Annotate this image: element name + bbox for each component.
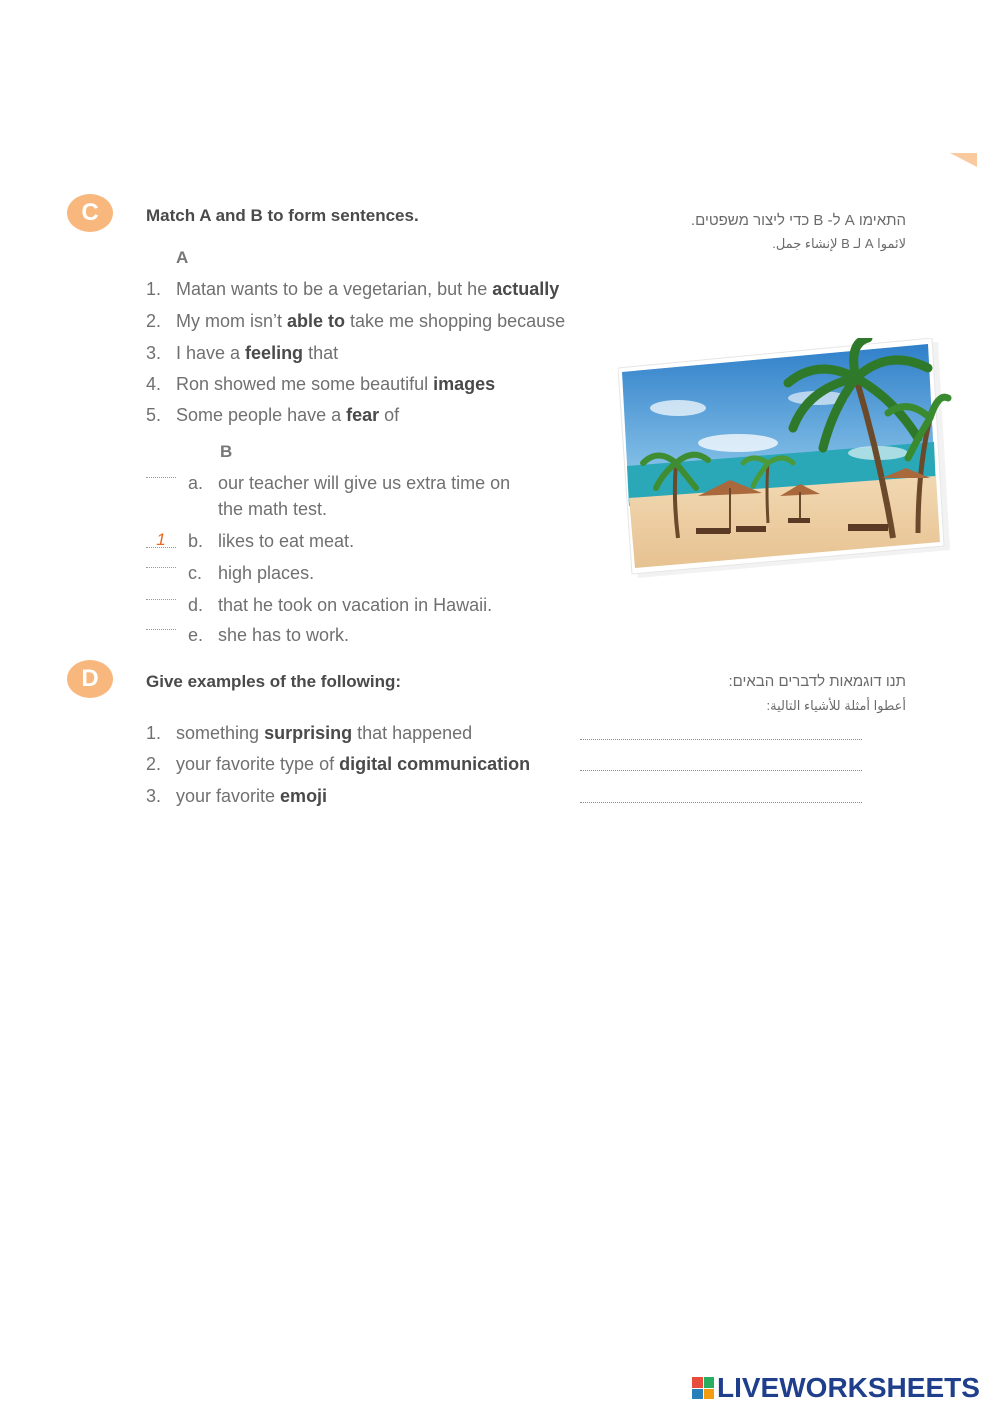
- item-letter: b.: [188, 531, 204, 551]
- section-c-badge: C: [67, 194, 113, 232]
- column-a-item: [146, 311, 565, 332]
- section-c-hebrew-instruction: התאימו A ל- B כדי ליצור משפטים.: [690, 212, 906, 229]
- item-letter: c.: [188, 563, 203, 583]
- item-keyword: digital communication: [339, 754, 531, 774]
- section-d-title: Give examples of the following:: [146, 672, 402, 691]
- column-a-item: [146, 279, 559, 300]
- logo-mark-cell: [704, 1377, 715, 1388]
- item-text: that he took on vacation in Hawaii.: [218, 595, 493, 615]
- item-text: My mom isn’t: [176, 311, 288, 331]
- item-letter: e.: [188, 625, 204, 645]
- logo-mark-cell: [704, 1389, 715, 1400]
- column-a-item: [146, 374, 495, 395]
- item-number: 2.: [146, 311, 162, 331]
- match-answer-field[interactable]: 1: [146, 533, 176, 548]
- item-number: 5.: [146, 405, 162, 425]
- item-keyword: fear: [346, 405, 380, 425]
- logo-mark-cell: [692, 1389, 703, 1400]
- item-text: I have a: [176, 343, 246, 363]
- logo-mark-cell: [692, 1377, 703, 1388]
- section-d-badge: D: [67, 660, 113, 698]
- item-number: 3.: [146, 343, 162, 363]
- item-number: 4.: [146, 374, 162, 394]
- item-text: high places.: [218, 563, 315, 583]
- item-text: something: [176, 723, 265, 743]
- answer-field[interactable]: [580, 788, 862, 803]
- section-d-item: [146, 723, 472, 744]
- item-text-end: that: [303, 343, 339, 363]
- section-d-arabic-instruction: أعطوا أمثلة للأشياء التالية:: [766, 698, 906, 713]
- item-keyword: emoji: [280, 786, 328, 806]
- item-text-line2: the math test.: [218, 499, 328, 519]
- item-number: 2.: [146, 754, 162, 774]
- item-text: she has to work.: [218, 625, 350, 645]
- section-d-item: [146, 754, 530, 775]
- beach-photo: [618, 338, 956, 584]
- item-text: Some people have a: [176, 405, 347, 425]
- item-text: Matan wants to be a vegetarian, but he: [176, 279, 493, 299]
- item-text-end: that happened: [352, 723, 473, 743]
- column-a-title: A: [176, 248, 189, 267]
- section-c-arabic-instruction: لائموا A لـ B لإنشاء جمل.: [772, 236, 906, 251]
- match-answer-field[interactable]: [146, 567, 176, 568]
- item-keyword: surprising: [264, 723, 353, 743]
- match-answer-field[interactable]: [146, 629, 176, 630]
- item-text: your favorite type of: [176, 754, 340, 774]
- section-d-hebrew-instruction: תנו דוגמאות לדברים הבאים:: [728, 673, 906, 690]
- column-a-item: [146, 343, 338, 364]
- item-letter: d.: [188, 595, 204, 615]
- section-d-item: [146, 786, 327, 807]
- item-text: likes to eat meat.: [218, 531, 355, 551]
- item-keyword: able to: [287, 311, 346, 331]
- match-answer-field[interactable]: [146, 477, 176, 478]
- item-keyword: images: [433, 374, 496, 394]
- item-number: 1.: [146, 279, 162, 299]
- item-keyword: feeling: [245, 343, 304, 363]
- item-text-end: of: [379, 405, 400, 425]
- page-corner-tab: [950, 153, 977, 167]
- answer-field[interactable]: [580, 725, 862, 740]
- item-keyword: actually: [492, 279, 560, 299]
- item-letter: a.: [188, 473, 204, 493]
- answer-field[interactable]: [580, 756, 862, 771]
- item-text: our teacher will give us extra time on: [218, 473, 511, 493]
- item-number: 1.: [146, 723, 162, 743]
- item-text: Ron showed me some beautiful: [176, 374, 434, 394]
- column-a-item: [146, 405, 399, 426]
- logo-text: LIVEWORKSHEETS: [717, 1372, 980, 1403]
- item-text: your favorite: [176, 786, 281, 806]
- liveworksheets-logo[interactable]: [692, 1373, 980, 1403]
- logo-mark-icon: [692, 1377, 714, 1399]
- column-b-title: B: [220, 442, 233, 461]
- item-number: 3.: [146, 786, 162, 806]
- item-text-end: take me shopping because: [345, 311, 566, 331]
- section-c-title: Match A and B to form sentences.: [146, 206, 419, 225]
- match-answer-field[interactable]: [146, 599, 176, 600]
